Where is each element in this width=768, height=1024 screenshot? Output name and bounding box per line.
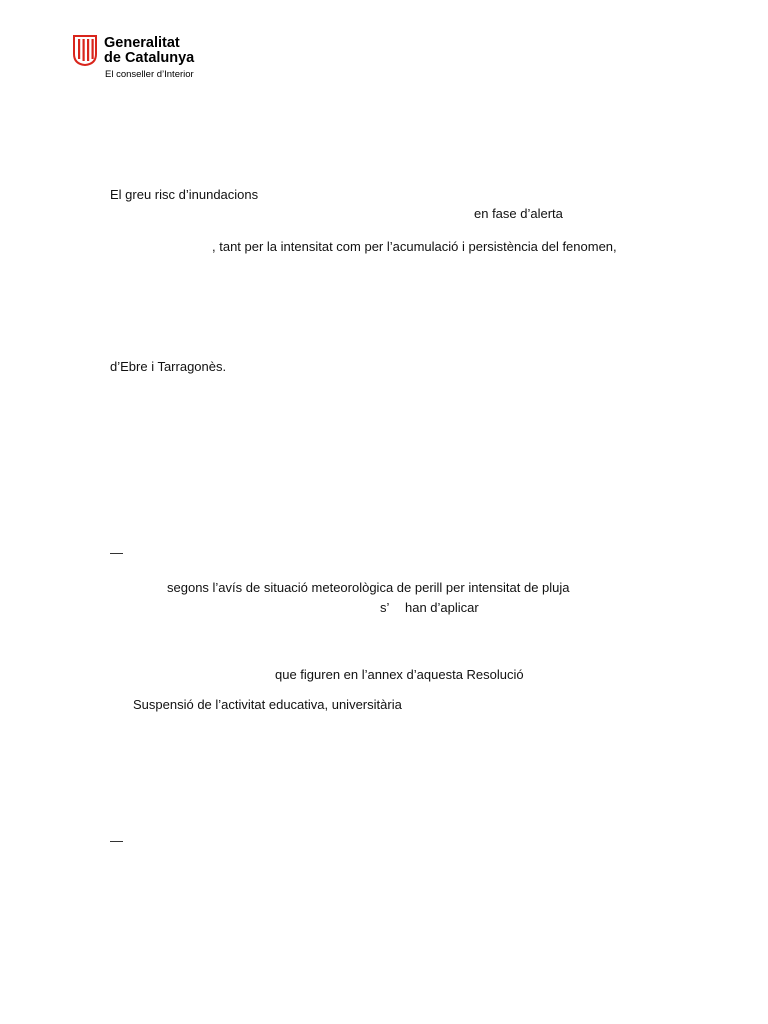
body-text-fragment: s’ xyxy=(380,600,390,615)
org-name-line-1: Generalitat xyxy=(104,35,180,51)
body-text-fragment: segons l’avís de situació meteorològica de perill per intensitat de pluja xyxy=(167,580,570,595)
body-text-fragment: en fase d’alerta xyxy=(474,206,563,221)
body-text-fragment: Suspensió de l’activitat educativa, universitària xyxy=(133,697,402,712)
body-text-fragment: El greu risc d’inundacions xyxy=(110,187,259,202)
body-text-fragment: que figuren en l’annex d’aquesta Resolució xyxy=(275,667,524,682)
body-text-fragment: d’Ebre i Tarragonès. xyxy=(110,359,227,374)
body-text-fragment: han d’aplicar xyxy=(405,600,479,615)
generalitat-logo-icon xyxy=(72,35,98,66)
em-dash-marker: — xyxy=(110,833,123,848)
em-dash-marker: — xyxy=(110,545,123,560)
org-name-line-2: de Catalunya xyxy=(104,50,195,66)
body-text-fragment: , tant per la intensitat com per l’acumulació i persistència del fenomen, xyxy=(212,239,617,254)
header-subtitle: El conseller d’Interior xyxy=(105,69,194,80)
